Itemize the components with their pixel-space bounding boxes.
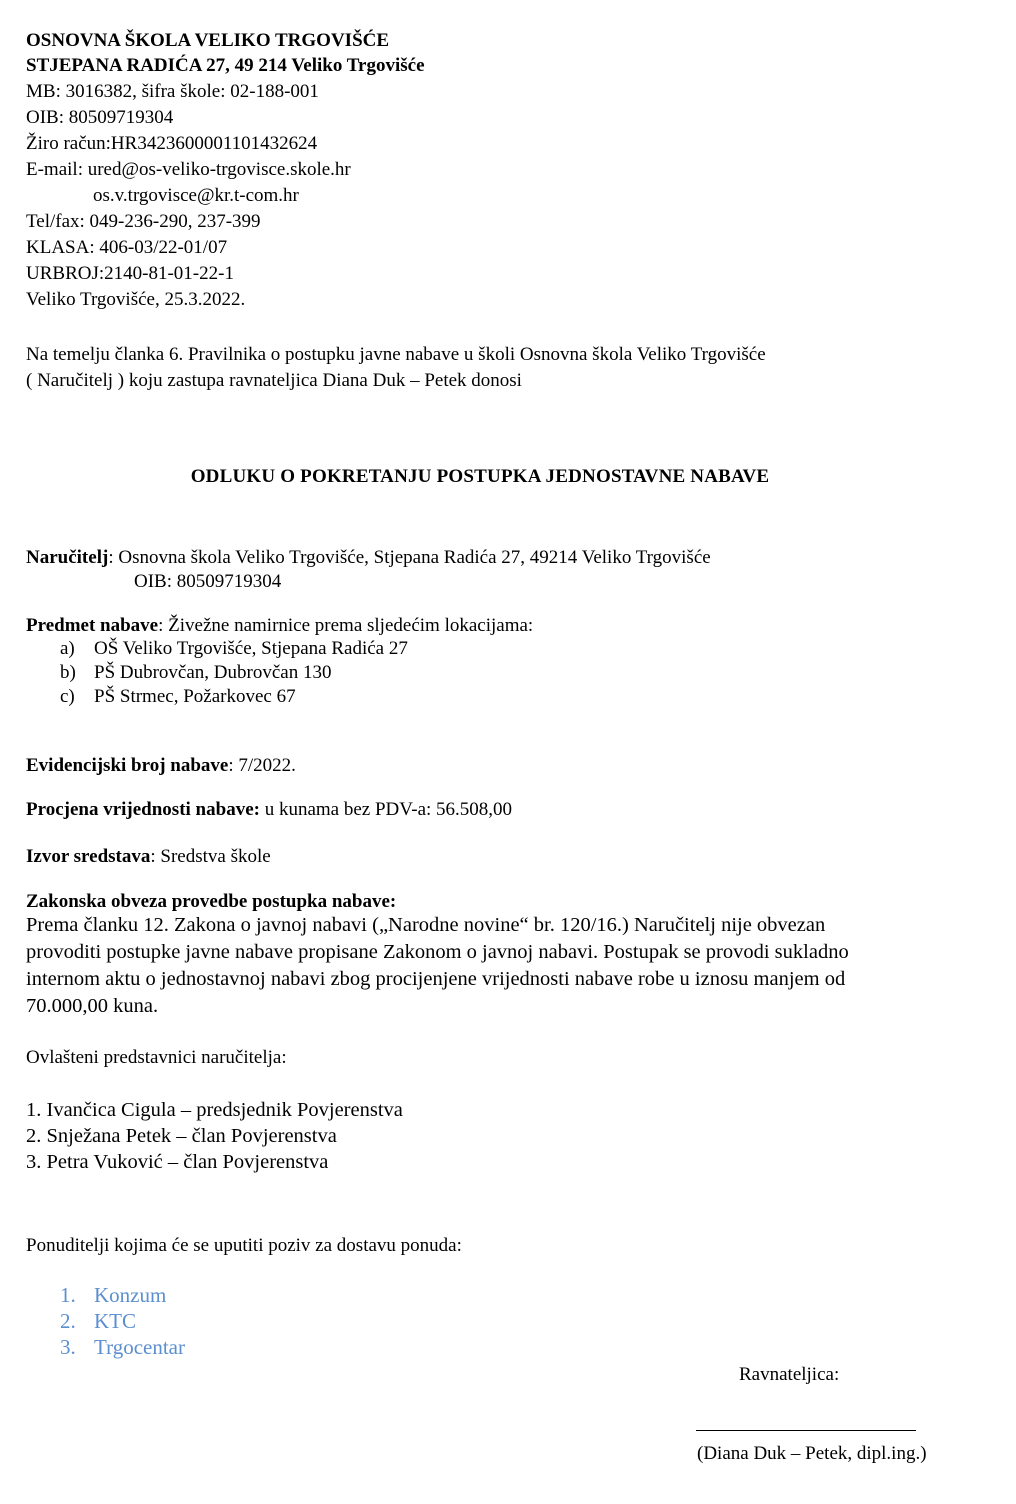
procjena-line	[26, 797, 512, 823]
bidder-number: 3.	[60, 1335, 76, 1359]
narucitelj-value: : Osnovna škola Veliko Trgovišće, Stjepana Radića 27, 49214 Veliko Trgovišće	[108, 547, 711, 568]
narucitelj-line	[26, 545, 711, 571]
zakonska-text-line: 70.000,00 kuna.	[26, 995, 159, 1017]
mb-line: MB: 3016382, šifra škole: 02-188-001	[26, 81, 319, 102]
list-marker: a)	[60, 638, 75, 659]
document-title: ODLUKU O POKRETANJU POSTUPKA JEDNOSTAVNE NABAVE	[190, 466, 770, 487]
school-name: OSNOVNA ŠKOLA VELIKO TRGOVIŠĆE	[26, 30, 390, 51]
list-item	[60, 660, 331, 686]
list-marker: b)	[60, 662, 76, 683]
signature-line	[696, 1430, 916, 1431]
list-marker: c)	[60, 686, 75, 707]
date-line: Veliko Trgovišće, 25.3.2022.	[26, 289, 246, 310]
email-line-secondary: os.v.trgovisce@kr.t-com.hr	[93, 185, 299, 206]
bidder-name: Konzum	[94, 1283, 167, 1307]
signature-name: (Diana Duk – Petek, dipl.ing.)	[697, 1443, 927, 1464]
zakonska-text-line: internom aktu o jednostavnoj nabavi zbog procijenjene vrijednosti nabave robe u iznosu manjem od	[26, 968, 846, 990]
ovlasteni-heading: Ovlašteni predstavnici naručitelja:	[26, 1047, 287, 1068]
narucitelj-oib: OIB: 80509719304	[134, 571, 282, 592]
bidder-item	[60, 1282, 166, 1308]
member-item: 1. Ivančica Cigula – predsjednik Povjerenstva	[26, 1099, 403, 1121]
evidencijski-line	[26, 753, 296, 779]
bidder-item	[60, 1334, 185, 1360]
urbroj-line: URBROJ:2140-81-01-22-1	[26, 263, 234, 284]
member-item: 3. Petra Vuković – član Povjerenstva	[26, 1151, 329, 1173]
oib-line: OIB: 80509719304	[26, 107, 174, 128]
izvor-line	[26, 844, 271, 870]
tel-line: Tel/fax: 049-236-290, 237-399	[26, 211, 261, 232]
school-address: STJEPANA RADIĆA 27, 49 214 Veliko Trgovišće	[26, 55, 425, 76]
member-item: 2. Snježana Petek – član Povjerenstva	[26, 1125, 337, 1147]
bidder-name: KTC	[94, 1309, 136, 1333]
list-item-text: PŠ Dubrovčan, Dubrovčan 130	[94, 662, 332, 683]
klasa-line: KLASA: 406-03/22-01/07	[26, 237, 228, 258]
list-item	[60, 636, 408, 662]
procjena-value: u kunama bez PDV-a: 56.508,00	[259, 799, 513, 820]
signature-role: Ravnateljica:	[739, 1364, 840, 1385]
bidder-number: 2.	[60, 1309, 76, 1333]
ziro-line: Žiro račun:HR3423600001101432624	[26, 133, 318, 154]
intro-line-1: Na temelju članka 6. Pravilnika o postupku javne nabave u školi Osnovna škola Veliko Trgovišće	[26, 344, 766, 365]
zakonska-text-line: provoditi postupke javne nabave propisane Zakonom o javnoj nabavi. Postupak se provodi sukladno	[26, 941, 849, 963]
zakonska-label: Zakonska obveza provedbe postupka nabave:	[26, 891, 397, 912]
intro-line-2: ( Naručitelj ) koju zastupa ravnateljica Diana Duk – Petek donosi	[26, 370, 522, 391]
evidencijski-label: Evidencijski broj nabave	[26, 755, 229, 776]
email-line: E-mail: ured@os-veliko-trgovisce.skole.hr	[26, 159, 351, 180]
procjena-label: Procjena vrijednosti nabave:	[26, 799, 260, 820]
narucitelj-label: Naručitelj	[26, 547, 109, 568]
bidder-item	[60, 1308, 136, 1334]
list-item	[60, 684, 296, 710]
bidder-name: Trgocentar	[94, 1335, 185, 1359]
predmet-label: Predmet nabave	[26, 615, 159, 636]
predmet-value: : Živežne namirnice prema sljedećim lokacijama:	[158, 615, 534, 636]
bidder-number: 1.	[60, 1283, 76, 1307]
izvor-value: : Sredstva škole	[150, 846, 271, 867]
list-item-text: PŠ Strmec, Požarkovec 67	[94, 686, 296, 707]
list-item-text: OŠ Veliko Trgovišće, Stjepana Radića 27	[94, 638, 408, 659]
evidencijski-value: : 7/2022.	[228, 755, 296, 776]
ponuditelji-heading: Ponuditelji kojima će se uputiti poziv za dostavu ponuda:	[26, 1235, 462, 1256]
zakonska-text-line: Prema članku 12. Zakona o javnoj nabavi („Narodne novine“ br. 120/16.) Naručitelj nije obvezan	[26, 914, 826, 936]
izvor-label: Izvor sredstava	[26, 846, 151, 867]
